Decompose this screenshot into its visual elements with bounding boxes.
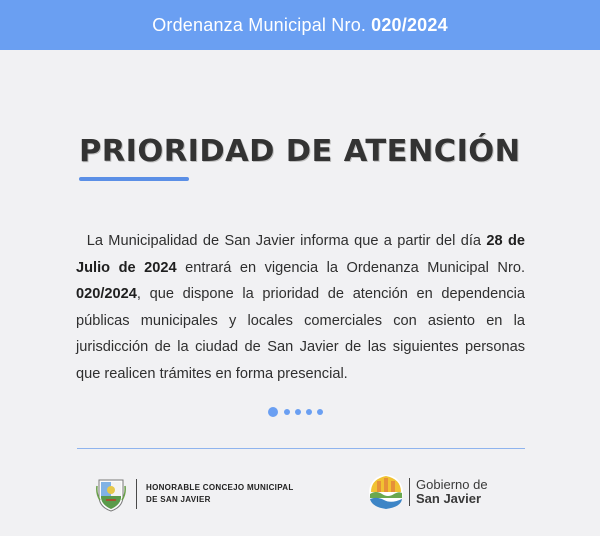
pagination-dot[interactable] — [295, 409, 301, 415]
header-number: 020/2024 — [371, 14, 448, 35]
headline: PRIORIDAD DE ATENCIÓN — [79, 134, 521, 169]
pagination-dot-active[interactable] — [268, 407, 278, 417]
body-number: 020/2024 — [76, 286, 137, 302]
pagination-dots — [268, 407, 323, 417]
body-paragraph — [76, 228, 525, 387]
body-text-3: , que dispone la prioridad de atención en dependencia públicas municipales y locales comerciales con asiento en la jurisdicción de la ciudad de San Javier de las siguientes personas que realicen trámites en forma presencial. — [76, 286, 525, 382]
headline-underline — [79, 177, 189, 181]
council-line-1: HONORABLE CONCEJO MUNICIPAL — [146, 483, 294, 492]
body-text-2: entrará en vigencia la Ordenanza Municipal Nro. — [185, 259, 525, 276]
council-separator — [136, 479, 137, 509]
government-logo-block — [368, 474, 488, 510]
gov-line-1: Gobierno de — [416, 477, 488, 492]
pagination-dot[interactable] — [317, 409, 323, 415]
council-line-2: DE SAN JAVIER — [146, 495, 211, 504]
council-crest-icon — [96, 476, 126, 512]
footer-divider — [77, 448, 525, 449]
header-banner — [0, 0, 600, 50]
header-title: Ordenanza Municipal Nro. — [152, 14, 367, 35]
gov-separator — [409, 478, 410, 506]
body-text-1: La Municipalidad de San Javier informa que a partir del día — [86, 233, 482, 249]
pagination-dot[interactable] — [306, 409, 312, 415]
council-name — [146, 482, 294, 506]
gobierno-logo-icon — [368, 474, 404, 510]
pagination-dot[interactable] — [284, 409, 290, 415]
council-logo-block — [96, 476, 294, 512]
gov-name — [416, 478, 488, 506]
body-date: 28 de Julio de 2024 — [76, 233, 525, 276]
gov-line-2: San Javier — [416, 491, 482, 506]
